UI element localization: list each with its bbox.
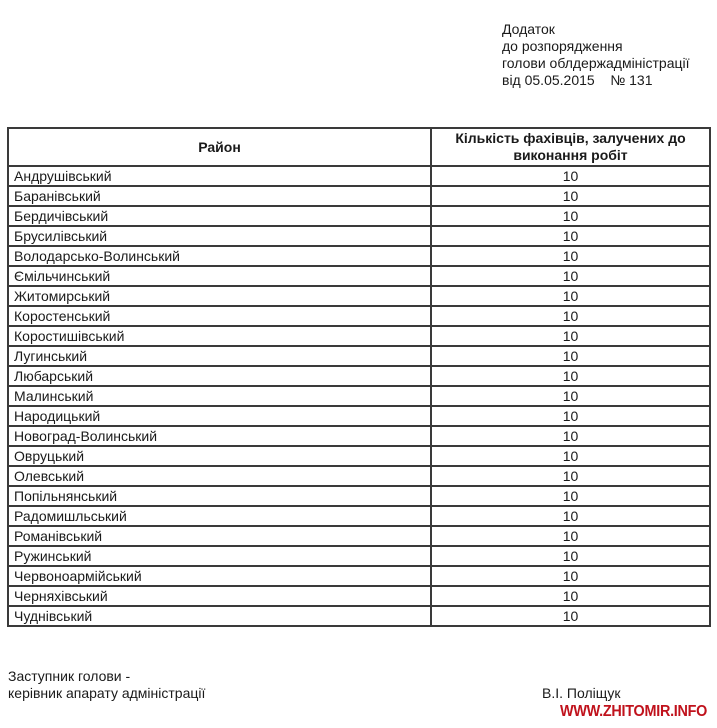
- specialist-count-cell: 10: [431, 266, 710, 286]
- district-name-cell: Олевський: [8, 466, 431, 486]
- district-name-cell: Червоноармійський: [8, 566, 431, 586]
- table-row: [8, 466, 710, 486]
- appendix-title: Додаток: [502, 21, 555, 37]
- district-name-cell: Коростенський: [8, 306, 431, 326]
- specialist-count-cell: 10: [431, 306, 710, 326]
- district-name-cell: Бердичівський: [8, 206, 431, 226]
- district-name-cell: Володарсько-Волинський: [8, 246, 431, 266]
- table-row: [8, 426, 710, 446]
- specialist-count-cell: 10: [431, 466, 710, 486]
- specialist-count-cell: 10: [431, 506, 710, 526]
- table-row: [8, 586, 710, 606]
- table-row: [8, 566, 710, 586]
- district-name-cell: Андрушівський: [8, 166, 431, 186]
- table-row: [8, 226, 710, 246]
- specialist-count-cell: 10: [431, 546, 710, 566]
- specialist-count-cell: 10: [431, 186, 710, 206]
- table-row: [8, 246, 710, 266]
- districts-table: [7, 127, 711, 627]
- table-row: [8, 206, 710, 226]
- table-row: [8, 606, 710, 626]
- district-name-cell: Народицький: [8, 406, 431, 426]
- specialist-count-cell: 10: [431, 606, 710, 626]
- table-row: [8, 546, 710, 566]
- table-row: [8, 326, 710, 346]
- district-name-cell: Радомишльський: [8, 506, 431, 526]
- district-name-cell: Баранівський: [8, 186, 431, 206]
- specialist-count-cell: 10: [431, 426, 710, 446]
- table-body: [8, 166, 710, 626]
- position-line-2: керівник апарату адміністрації: [8, 685, 206, 701]
- specialist-count-cell: 10: [431, 366, 710, 386]
- district-name-cell: Ружинський: [8, 546, 431, 566]
- column-header-district: Район: [8, 128, 431, 166]
- position-line-1: Заступник голови -: [8, 668, 131, 684]
- district-name-cell: Любарський: [8, 366, 431, 386]
- specialist-count-cell: 10: [431, 246, 710, 266]
- district-name-cell: Чуднівський: [8, 606, 431, 626]
- specialist-count-cell: 10: [431, 526, 710, 546]
- specialist-count-cell: 10: [431, 346, 710, 366]
- district-name-cell: Попільнянський: [8, 486, 431, 506]
- table-header-row: [8, 128, 710, 166]
- table-row: [8, 166, 710, 186]
- table-row: [8, 446, 710, 466]
- table-row: [8, 306, 710, 326]
- specialist-count-cell: 10: [431, 166, 710, 186]
- district-name-cell: Лугинський: [8, 346, 431, 366]
- table-row: [8, 346, 710, 366]
- table-row: [8, 266, 710, 286]
- table-row: [8, 526, 710, 546]
- district-name-cell: Житомирський: [8, 286, 431, 306]
- table-row: [8, 486, 710, 506]
- table-row: [8, 366, 710, 386]
- table-row: [8, 506, 710, 526]
- district-name-cell: Малинський: [8, 386, 431, 406]
- district-name-cell: Ємільчинський: [8, 266, 431, 286]
- specialist-count-cell: 10: [431, 286, 710, 306]
- signatory-name: В.І. Поліщук: [542, 685, 621, 701]
- table-row: [8, 186, 710, 206]
- specialist-count-cell: 10: [431, 326, 710, 346]
- appendix-date-number: від 05.05.2015 № 131: [502, 72, 653, 88]
- appendix-authority-line: голови облдержадміністрації: [502, 55, 690, 71]
- district-name-cell: Коростишівський: [8, 326, 431, 346]
- specialist-count-cell: 10: [431, 486, 710, 506]
- specialist-count-cell: 10: [431, 386, 710, 406]
- district-name-cell: Черняхівський: [8, 586, 431, 606]
- specialist-count-cell: 10: [431, 586, 710, 606]
- table-row: [8, 286, 710, 306]
- signatory-position: [8, 668, 205, 702]
- table-row: [8, 406, 710, 426]
- specialist-count-cell: 10: [431, 406, 710, 426]
- table-row: [8, 386, 710, 406]
- site-watermark: WWW.ZHITOMIR.INFO: [560, 703, 708, 720]
- district-name-cell: Романівський: [8, 526, 431, 546]
- district-name-cell: Брусилівський: [8, 226, 431, 246]
- specialist-count-cell: 10: [431, 446, 710, 466]
- district-name-cell: Овруцький: [8, 446, 431, 466]
- district-name-cell: Новоград-Волинський: [8, 426, 431, 446]
- column-header-count: Кількість фахівців, залучених до виконання робіт: [431, 128, 710, 166]
- appendix-ref-line: до розпорядження: [502, 38, 623, 54]
- specialist-count-cell: 10: [431, 566, 710, 586]
- specialist-count-cell: 10: [431, 206, 710, 226]
- appendix-header: [502, 21, 690, 89]
- specialist-count-cell: 10: [431, 226, 710, 246]
